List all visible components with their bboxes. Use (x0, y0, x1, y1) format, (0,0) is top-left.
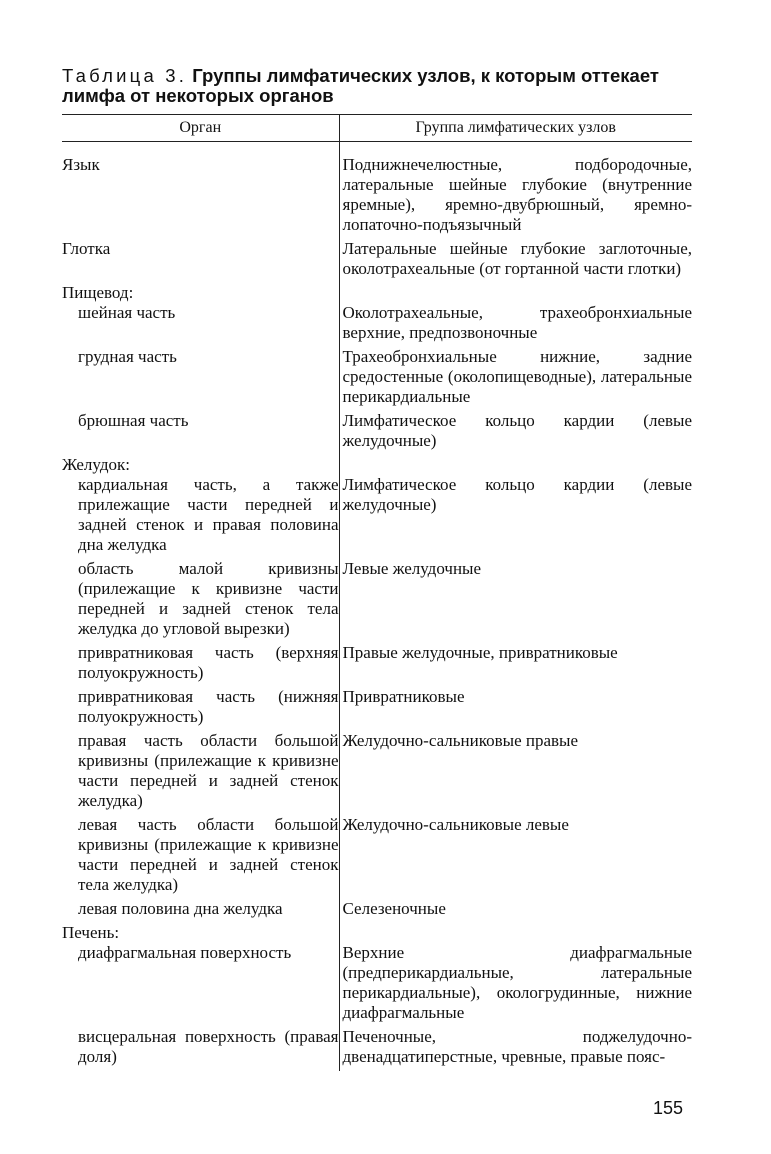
lymph-nodes-table (62, 114, 692, 1071)
table-row (62, 815, 692, 899)
table-header-row (62, 115, 692, 142)
table-row (62, 687, 692, 731)
table-body (62, 142, 692, 1072)
node-group-cell: Селезеночные (339, 899, 692, 923)
organ-cell: правая часть области большой кривизны (прилежащие к кривизне части передней и задней стенок желудка) (78, 731, 339, 810)
table-row (62, 283, 692, 303)
table-row (62, 239, 692, 283)
table-row (62, 923, 692, 943)
node-group-cell: Трахеобронхиальные нижние, задние средостенные (околопищеводные), латеральные перикардиальные (339, 347, 692, 411)
organ-cell: Желудок: (62, 455, 130, 474)
organ-cell: диафрагмальная поверхность (78, 943, 292, 962)
table-row (62, 142, 692, 240)
organ-cell: привратниковая часть (нижняя полуокружность) (78, 687, 339, 726)
organ-cell: область малой кривизны (прилежащие к кривизне части передней и задней стенок тела желудка до угловой вырезки) (78, 559, 339, 638)
organ-cell: Глотка (62, 239, 111, 258)
node-group-cell: Левые желудочные (339, 559, 692, 643)
organ-cell: висцеральная поверхность (правая доля) (78, 1027, 339, 1066)
table-row (62, 411, 692, 455)
table-caption (62, 66, 692, 106)
table-caption-title: Группы лимфатических узлов, к которым оттекает лимфа от некоторых органов (62, 65, 659, 106)
table-row (62, 731, 692, 815)
node-group-cell: Верхние диафрагмальные (предперикардиальные, латеральные перикардиальные), окологрудинные, нижние диафрагмальные (339, 943, 692, 1027)
page (62, 66, 692, 1071)
organ-cell: левая половина дна желудка (78, 899, 283, 918)
page-number: 155 (653, 1098, 684, 1118)
organ-cell: шейная часть (78, 303, 176, 322)
node-group-cell: Печеночные, поджелудочно-двенадцатиперстные, чревные, правые пояс- (339, 1027, 692, 1071)
table-row (62, 475, 692, 559)
table-row (62, 643, 692, 687)
organ-cell: грудная часть (78, 347, 177, 366)
node-group-cell: Правые желудочные, привратниковые (339, 643, 692, 687)
table-row (62, 899, 692, 923)
node-group-cell: Околотрахеальные, трахеобронхиальные верхние, предпозвоночные (339, 303, 692, 347)
table-row (62, 303, 692, 347)
header-organ: Орган (62, 115, 339, 142)
node-group-cell (339, 283, 692, 303)
organ-cell: Язык (62, 155, 100, 174)
organ-cell: привратниковая часть (верхняя полуокружность) (78, 643, 339, 682)
organ-cell: левая часть области большой кривизны (прилежащие к кривизне части передней и задней стенок тела желудка) (78, 815, 339, 894)
node-group-cell: Привратниковые (339, 687, 692, 731)
organ-cell: кардиальная часть, а также прилежащие части передней и задней стенок и правая половина дна желудка (78, 475, 339, 554)
table-caption-label: Таблица 3. (62, 65, 188, 86)
node-group-cell: Поднижнечелюстные, подбородочные, латеральные шейные глубокие (внутренние яремные), яремно-двубрюшный, яремно-лопаточно-подъязычный (339, 142, 692, 240)
node-group-cell (339, 455, 692, 475)
node-group-cell: Желудочно-сальниковые левые (339, 815, 692, 899)
node-group-cell (339, 923, 692, 943)
table-row (62, 943, 692, 1027)
table-row (62, 347, 692, 411)
node-group-cell: Лимфатическое кольцо кардии (левые желудочные) (339, 411, 692, 455)
node-group-cell: Желудочно-сальниковые правые (339, 731, 692, 815)
table-row (62, 559, 692, 643)
table-row (62, 455, 692, 475)
node-group-cell: Лимфатическое кольцо кардии (левые желудочные) (339, 475, 692, 559)
organ-cell: Пищевод: (62, 283, 134, 302)
header-node-group: Группа лимфатических узлов (339, 115, 692, 142)
organ-cell: Печень: (62, 923, 120, 942)
table-row (62, 1027, 692, 1071)
organ-cell: брюшная часть (78, 411, 189, 430)
node-group-cell: Латеральные шейные глубокие заглоточные, околотрахеальные (от гортанной части глотки) (339, 239, 692, 283)
